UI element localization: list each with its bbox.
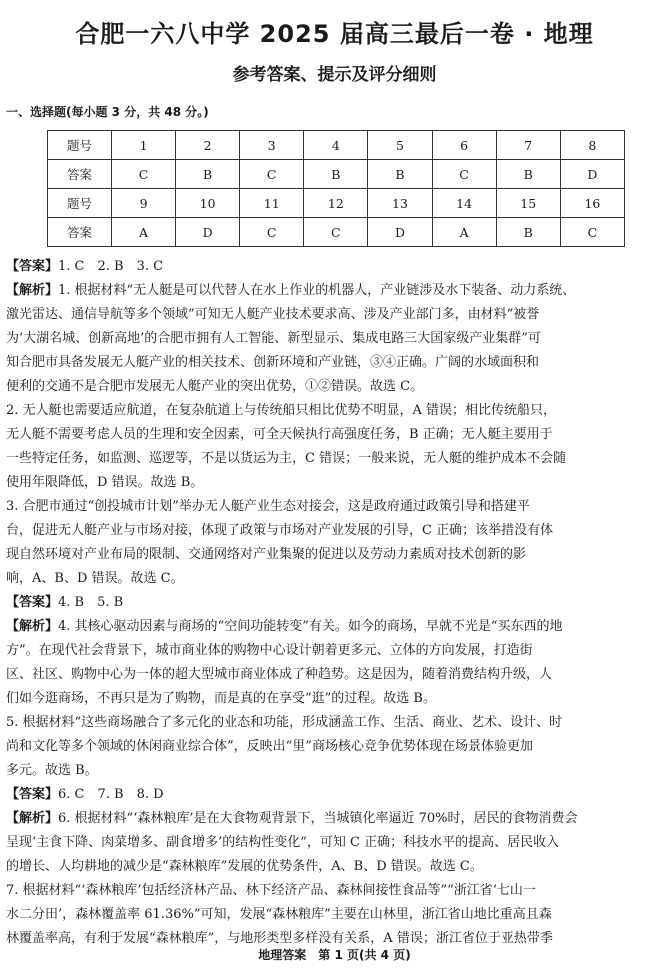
table-cell: C	[432, 160, 496, 189]
table-cell: 1	[112, 131, 176, 160]
table-cell: D	[368, 218, 432, 247]
text-line: 【解析】1. 根据材料“无人艇是可以代替人在水上作业的机器人，产业链涉及水下装备、动力系统、	[6, 283, 576, 298]
table-cell: C	[240, 218, 304, 247]
table-cell: 8	[560, 131, 624, 160]
table-row-header: 题号	[48, 131, 112, 160]
text-line: 【解析】6. 根据材料“‘森林粮库’是在大食物观背景下，当城镇化率逼近 70%时，居民的食物消费会	[6, 811, 578, 826]
table-row	[48, 131, 625, 160]
text-line: 的增长、人均耕地的减少是“森林粮库”发展的优势条件，A、B、D 错误。故选 C。	[6, 859, 483, 874]
text-line: 便利的交通不是合肥市发展无人艇产业的突出优势，①②错误。故选 C。	[6, 379, 424, 394]
table-cell: 9	[112, 189, 176, 218]
answer-tag: 【答案】	[6, 787, 59, 802]
answer-tag: 【解析】	[6, 283, 59, 298]
table-cell: 13	[368, 189, 432, 218]
text-line: 呈现‘主食下降、肉菜增多、副食增多’的结构性变化”，可知 C 正确；科技水平的提高、居民收入	[6, 835, 560, 850]
text-line: 【答案】4. B 5. B	[6, 595, 124, 610]
table-cell: B	[496, 160, 560, 189]
answer-tag: 【答案】	[6, 259, 59, 274]
table-row	[48, 189, 625, 218]
text-line: 们如今逛商场，不再只是为了购物，而是真的在享受“逛”的过程。故选 B。	[6, 691, 436, 706]
answer-table	[47, 130, 625, 247]
table-cell: D	[560, 160, 624, 189]
text-line: 【解析】4. 其核心驱动因素与商场的“空间功能转变”有关。如今的商场，早就不光是“买东西的地	[6, 619, 563, 634]
text-line: 水二分田’，森林覆盖率 61.36%”可知，发展“森林粮库”主要在山林里，浙江省山地比重高且森	[6, 907, 552, 922]
text-line: 现自然环境对产业布局的限制、交通网络对产业集聚的促进以及劳动力素质对技术创新的影	[6, 547, 527, 562]
text-line: 方”。在现代社会背景下，城市商业体的购物中心设计朝着更多元、立体的方向发展，打造街	[6, 643, 533, 658]
page-title: 合肥一六八中学 2025 届高三最后一卷 · 地理	[75, 20, 594, 48]
table-cell: 4	[304, 131, 368, 160]
text-line: 台，促进无人艇产业与市场对接，体现了政策与市场对产业发展的引导，C 正确；该举措没有体	[6, 523, 554, 538]
table-row-header: 答案	[48, 218, 112, 247]
table-row	[48, 218, 625, 247]
table-cell: B	[176, 160, 240, 189]
table-cell: B	[496, 218, 560, 247]
table-cell: C	[112, 160, 176, 189]
text-line: 激光雷达、通信导航等多个领域”可知无人艇产业技术要求高、涉及产业部门多，由材料“被誉	[6, 307, 540, 322]
table-cell: B	[368, 160, 432, 189]
table-cell: 2	[176, 131, 240, 160]
table-cell: C	[240, 160, 304, 189]
table-cell: 7	[496, 131, 560, 160]
table-cell: C	[304, 218, 368, 247]
table-cell: D	[176, 218, 240, 247]
answer-tag: 【解析】	[6, 619, 59, 634]
text-line: 林覆盖率高，有利于发展“森林粮库”，与地形类型多样没有关系，A 错误；浙江省位于亚热带季	[6, 931, 553, 946]
table-cell: 16	[560, 189, 624, 218]
explanation-body	[6, 255, 660, 951]
table-cell: B	[304, 160, 368, 189]
table-cell: 3	[240, 131, 304, 160]
table-cell: 11	[240, 189, 304, 218]
table-cell: C	[560, 218, 624, 247]
table-cell: 12	[304, 189, 368, 218]
text-line: 7. 根据材料“‘森林粮库’包括经济林产品、林下经济产品、森林间接性食品等”“浙江省‘七山一	[6, 883, 536, 898]
table-cell: A	[112, 218, 176, 247]
text-line: 3. 合肥市通过“创投城市计划”举办无人艇产业生态对接会，这是政府通过政策引导和搭建平	[6, 499, 530, 514]
table-cell: A	[432, 218, 496, 247]
table-row-header: 答案	[48, 160, 112, 189]
text-line: 【答案】6. C 7. B 8. D	[6, 787, 164, 802]
table-cell: 10	[176, 189, 240, 218]
table-cell: 5	[368, 131, 432, 160]
page-footer: 地理答案 第 1 页(共 4 页)	[258, 948, 411, 962]
page-subtitle: 参考答案、提示及评分细则	[232, 65, 437, 85]
text-line: 尚和文化等多个领域的休闲商业综合体”，反映出“里”商场核心竞争优势体现在场景体验更加	[6, 739, 533, 754]
text-line: 多元。故选 B。	[6, 763, 98, 778]
table-cell: 6	[432, 131, 496, 160]
table-row-header: 题号	[48, 189, 112, 218]
text-line: 知合肥市具备发展无人艇产业的相关技术、创新环境和产业链，③④正确。广阔的水域面积和	[6, 355, 540, 370]
answer-tag: 【解析】	[6, 811, 59, 826]
text-line: 5. 根据材料“这些商场融合了多元化的业态和功能，形成涵盖工作、生活、商业、艺术、设计、时	[6, 715, 563, 730]
table-cell: 15	[496, 189, 560, 218]
text-line: 一些特定任务，如监测、巡逻等，不是以货运为主，C 错误；一般来说，无人艇的维护成本不会随	[6, 451, 567, 466]
text-line: 【答案】1. C 2. B 3. C	[6, 259, 164, 274]
text-line: 2. 无人艇也需要适应航道，在复杂航道上与传统船只相比优势不明显，A 错误；相比传统船只，	[6, 403, 557, 418]
table-row	[48, 160, 625, 189]
text-line: 区、社区、购物中心为一体的超大型城市商业体成了种趋势。这是因为，随着消费结构升级，人	[6, 667, 553, 682]
table-cell: 14	[432, 189, 496, 218]
text-line: 无人艇不需要考虑人员的生理和安全因素，可全天候执行高强度任务，B 正确；无人艇主要用于	[6, 427, 553, 442]
text-line: 为‘大湖名城、创新高地’的合肥市拥有人工智能、新型显示、集成电路三大国家级产业集群”可	[6, 331, 541, 346]
text-line: 响，A、B、D 错误。故选 C。	[6, 571, 184, 586]
section-heading: 一、选择题(每小题 3 分，共 48 分。)	[6, 105, 209, 119]
text-line: 使用年限降低，D 错误。故选 B。	[6, 475, 204, 490]
answer-tag: 【答案】	[6, 595, 59, 610]
